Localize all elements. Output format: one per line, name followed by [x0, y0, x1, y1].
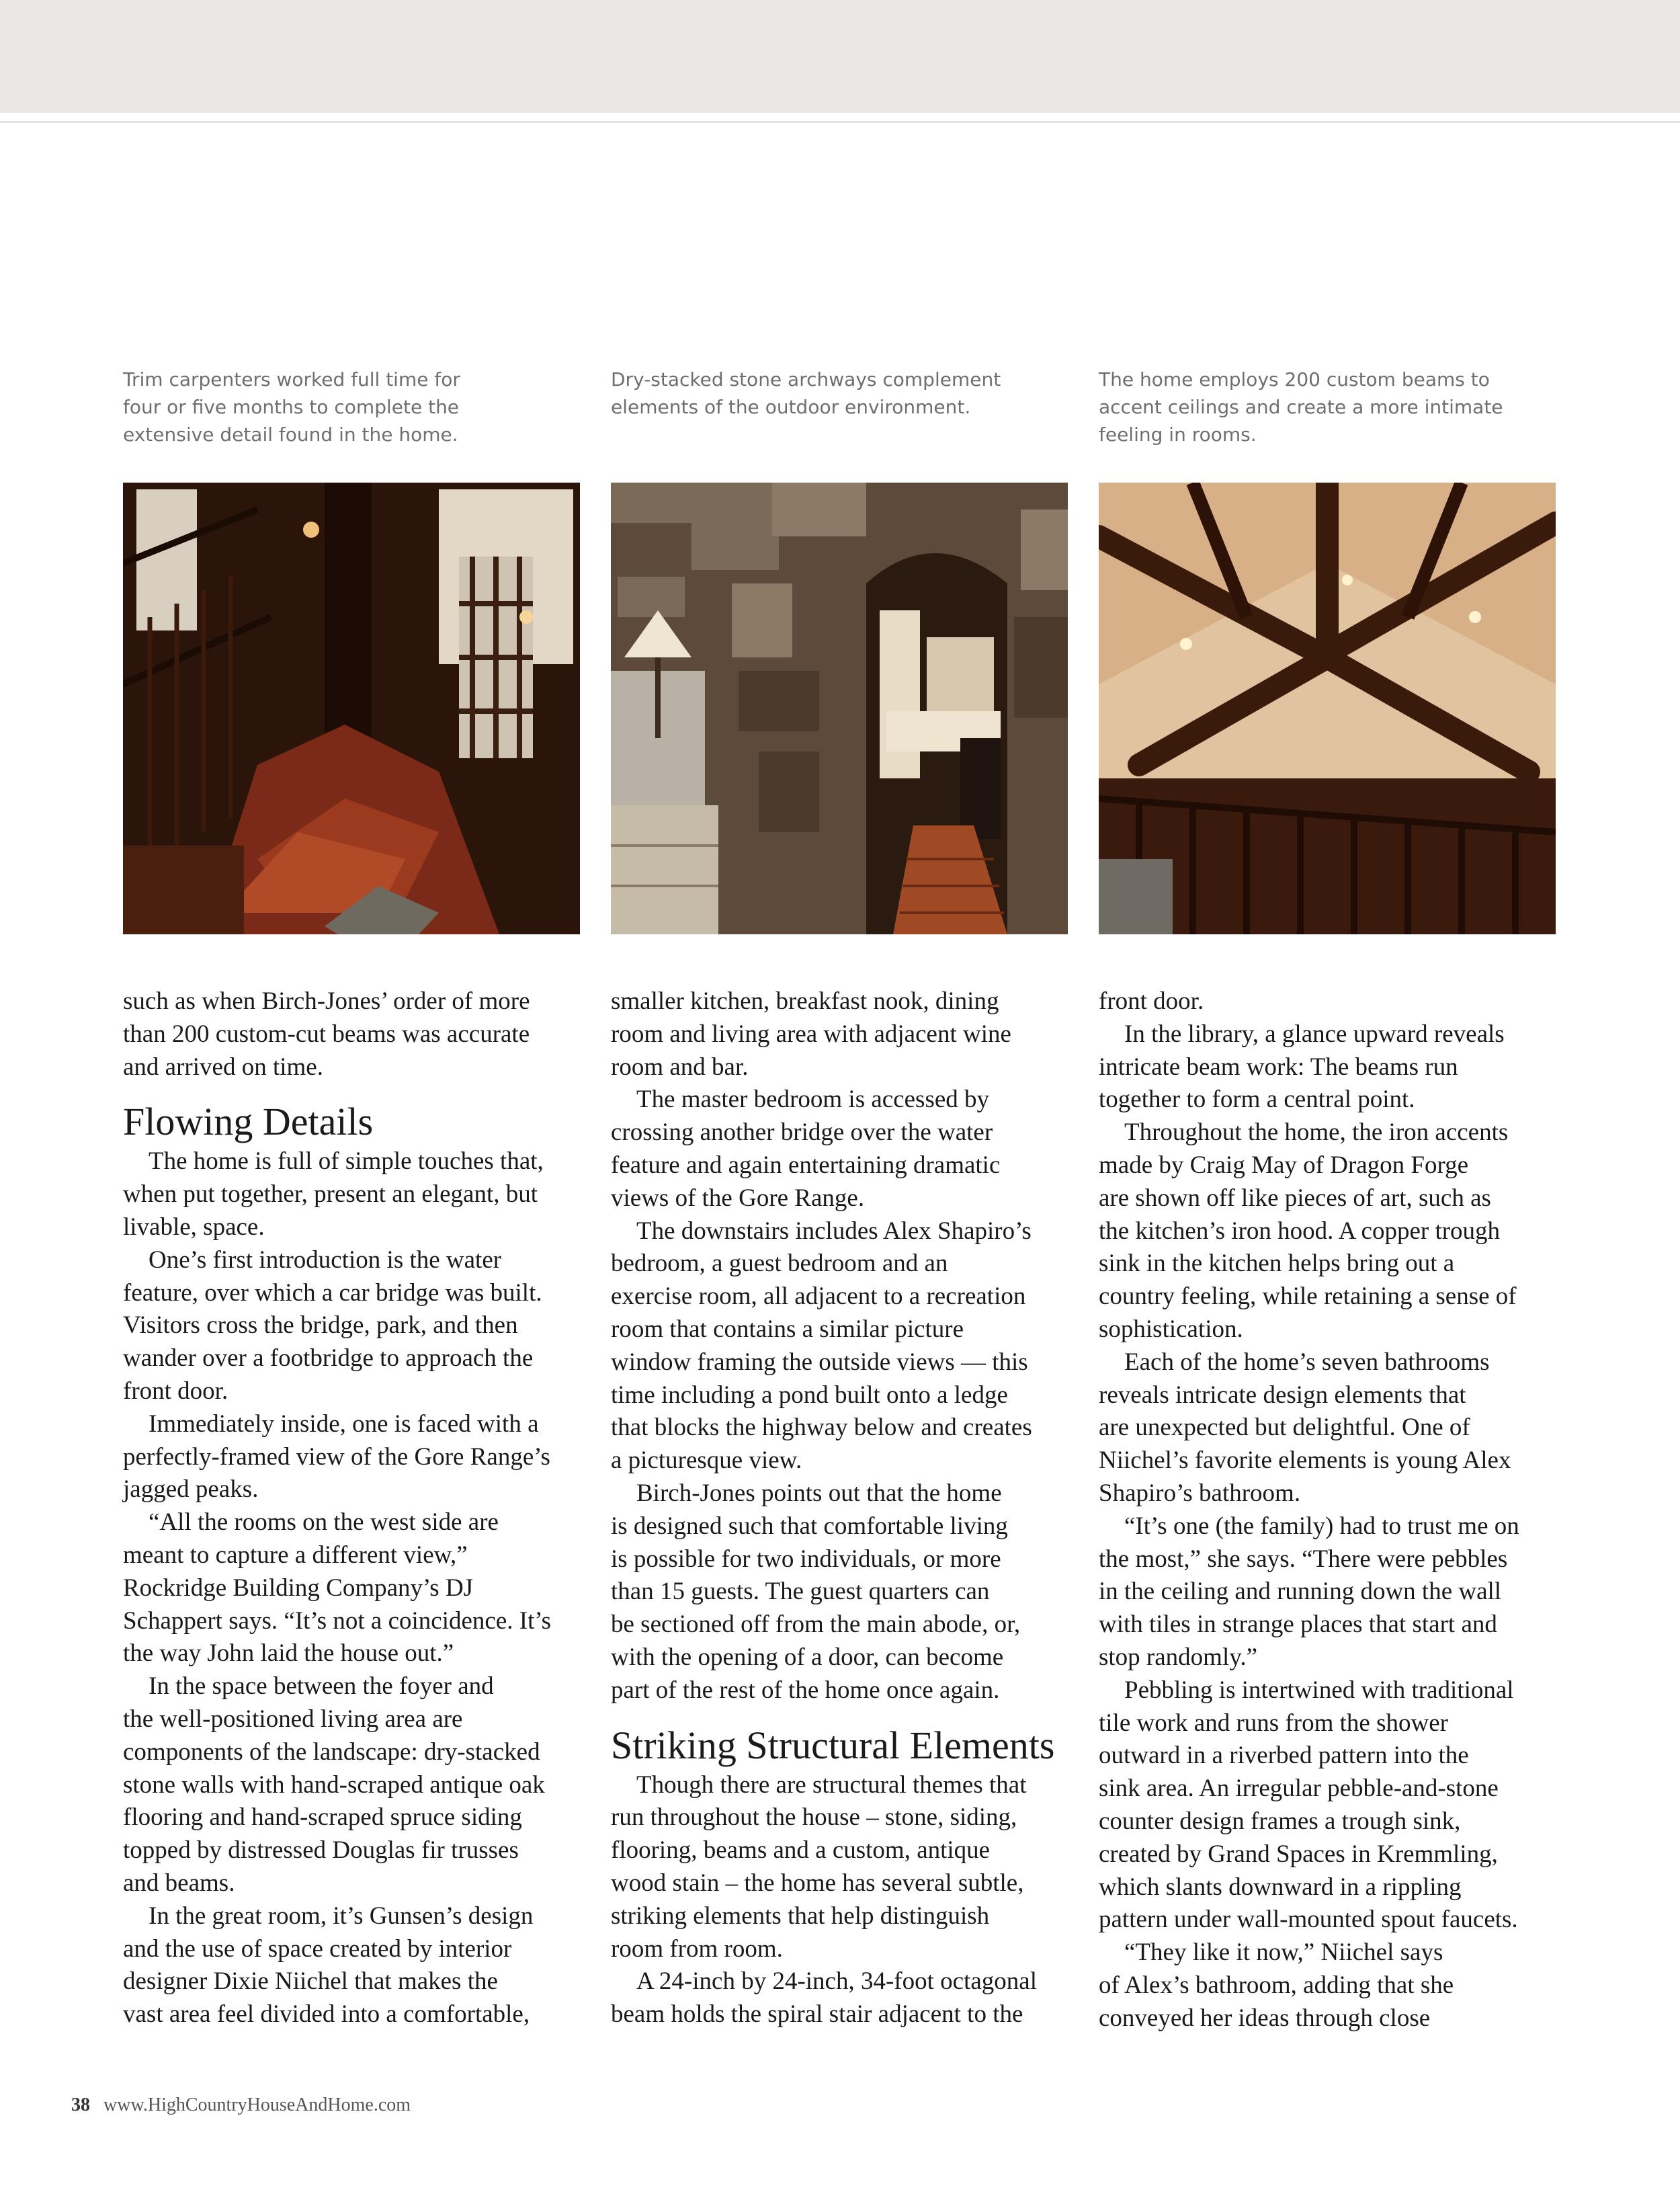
spiral-staircase-image	[123, 483, 580, 934]
body-line: when put together, present an elegant, but	[123, 1180, 538, 1209]
body-line: run throughout the house – stone, siding,	[611, 1803, 1017, 1832]
body-line: the well-positioned living area are	[123, 1705, 463, 1733]
body-line: are shown off like pieces of art, such as	[1099, 1184, 1491, 1212]
body-line: The home is full of simple touches that,	[149, 1147, 544, 1176]
caption-line: Trim carpenters worked full time for	[123, 368, 460, 391]
caption-line: elements of the outdoor environment.	[611, 396, 971, 418]
body-line: room and bar.	[611, 1053, 749, 1081]
body-line: sink in the kitchen helps bring out a	[1099, 1250, 1455, 1278]
body-line: Rockridge Building Company’s DJ	[123, 1574, 474, 1602]
body-line: outward in a riverbed pattern into the	[1099, 1742, 1469, 1770]
body-line: “All the rooms on the west side are	[149, 1508, 499, 1537]
body-line: feature, over which a car bridge was built.	[123, 1278, 542, 1307]
body-line: Each of the home’s seven bathrooms	[1124, 1348, 1490, 1376]
body-line: In the library, a glance upward reveals	[1124, 1020, 1505, 1048]
body-line: Pebbling is intertwined with traditional	[1124, 1676, 1514, 1704]
body-line: The master bedroom is accessed by	[636, 1086, 990, 1114]
body-line: topped by distressed Douglas fir trusses	[123, 1836, 519, 1865]
caption-line: Dry-stacked stone archways complement	[611, 368, 1001, 391]
body-line: Birch-Jones points out that the home	[636, 1479, 1002, 1507]
body-line: is designed such that comfortable living	[611, 1512, 1008, 1540]
body-line: the most,” she says. “There were pebbles	[1099, 1545, 1508, 1573]
body-line: part of the rest of the home once again.	[611, 1676, 1000, 1704]
section-heading: Flowing Details	[123, 1100, 374, 1144]
body-line: the kitchen’s iron hood. A copper trough	[1099, 1217, 1501, 1245]
body-line: beam holds the spiral stair adjacent to the	[611, 2000, 1023, 2029]
body-line: Niichel’s favorite elements is young Alex	[1099, 1447, 1511, 1475]
body-line: time including a pond built onto a ledge	[611, 1381, 1008, 1409]
body-line: are unexpected but delightful. One of	[1099, 1414, 1470, 1442]
body-line: than 200 custom-cut beams was accurate	[123, 1020, 530, 1048]
body-line: feature and again entertaining dramatic	[611, 1151, 1001, 1179]
body-line: a picturesque view.	[611, 1447, 802, 1475]
body-line: jagged peaks.	[123, 1475, 259, 1504]
body-line: “It’s one (the family) had to trust me on	[1124, 1512, 1519, 1540]
text-column-3	[1099, 985, 1562, 2035]
body-line: country feeling, while retaining a sense of	[1099, 1282, 1517, 1311]
photo-spiral-staircase	[123, 483, 580, 934]
body-line: In the great room, it’s Gunsen’s design	[149, 1902, 534, 1930]
body-line: conveyed her ideas through close	[1099, 2004, 1431, 2032]
body-line: exercise room, all adjacent to a recreation	[611, 1282, 1026, 1311]
photo-stone-archway	[611, 483, 1068, 934]
body-line: flooring and hand-scraped spruce siding	[123, 1803, 522, 1832]
caption-line: feeling in rooms.	[1099, 423, 1257, 446]
body-line: sink area. An irregular pebble-and-stone	[1099, 1775, 1499, 1803]
body-line: such as when Birch-Jones’ order of more	[123, 987, 530, 1015]
body-line: striking elements that help distinguish	[611, 1902, 990, 1930]
body-line: Shapiro’s bathroom.	[1099, 1479, 1301, 1507]
body-line: front door.	[1099, 987, 1204, 1015]
body-line: the way John laid the house out.”	[123, 1639, 454, 1668]
body-line: with tiles in strange places that start and	[1099, 1611, 1497, 1639]
text-column-2	[611, 985, 1075, 2031]
body-line: counter design frames a trough sink,	[1099, 1807, 1461, 1835]
caption-left	[123, 366, 472, 448]
body-line: and arrived on time.	[123, 1053, 323, 1081]
body-line: sophistication.	[1099, 1315, 1243, 1343]
body-line: designer Dixie Niichel that makes the	[123, 1967, 498, 1996]
body-line: wood stain – the home has several subtle,	[611, 1869, 1024, 1897]
body-line: wander over a footbridge to approach the	[123, 1344, 534, 1373]
body-line: of Alex’s bathroom, adding that she	[1099, 1971, 1454, 1999]
caption-line: The home employs 200 custom beams to	[1099, 368, 1490, 391]
caption-right	[1099, 366, 1503, 448]
caption-line: extensive detail found in the home.	[123, 423, 458, 446]
body-line: that blocks the highway below and creates	[611, 1414, 1032, 1442]
header-rule	[0, 121, 1680, 123]
body-line: room from room.	[611, 1934, 783, 1963]
body-line: reveals intricate design elements that	[1099, 1381, 1466, 1409]
body-line: “They like it now,” Niichel says	[1124, 1939, 1443, 1967]
body-line: made by Craig May of Dragon Forge	[1099, 1151, 1469, 1179]
beam-ceiling-image	[1099, 483, 1556, 934]
body-line: created by Grand Spaces in Kremmling,	[1099, 1840, 1498, 1868]
body-line: which slants downward in a rippling	[1099, 1873, 1462, 1901]
body-line: vast area feel divided into a comfortable,	[123, 2000, 530, 2029]
photo-beam-ceiling	[1099, 483, 1556, 934]
body-line: crossing another bridge over the water	[611, 1118, 993, 1147]
body-line: One’s first introduction is the water	[149, 1246, 502, 1274]
body-line: be sectioned off from the main abode, or,	[611, 1611, 1021, 1639]
caption-line: four or five months to complete the	[123, 396, 460, 418]
body-line: and the use of space created by interior	[123, 1934, 512, 1963]
body-line: window framing the outside views — this	[611, 1348, 1028, 1376]
body-line: perfectly-framed view of the Gore Range’s	[123, 1442, 550, 1471]
body-line: smaller kitchen, breakfast nook, dining	[611, 987, 999, 1015]
body-line: livable, space.	[123, 1213, 265, 1241]
header-band	[0, 0, 1680, 113]
body-line: with the opening of a door, can become	[611, 1643, 1004, 1671]
body-line: and beams.	[123, 1869, 235, 1897]
text-column-1	[123, 985, 587, 2031]
body-line: Schappert says. “It’s not a coincidence. It’s	[123, 1606, 552, 1635]
caption-line: accent ceilings and create a more intimate	[1099, 396, 1503, 418]
body-line: stone walls with hand-scraped antique oak	[123, 1770, 545, 1799]
body-line: The downstairs includes Alex Shapiro’s	[636, 1217, 1032, 1245]
body-line: than 15 guests. The guest quarters can	[611, 1578, 990, 1606]
body-line: Throughout the home, the iron accents	[1124, 1118, 1509, 1147]
stone-archway-image	[611, 483, 1068, 934]
body-line: stop randomly.”	[1099, 1643, 1258, 1671]
page-footer	[71, 2094, 411, 2116]
body-line: together to form a central point.	[1099, 1086, 1415, 1114]
body-line: meant to capture a different view,”	[123, 1541, 468, 1569]
page-number: 38	[71, 2094, 90, 2115]
body-line: flooring, beams and a custom, antique	[611, 1836, 991, 1865]
body-line: components of the landscape: dry-stacked	[123, 1738, 540, 1766]
body-line: pattern under wall-mounted spout faucets.	[1099, 1906, 1518, 1934]
body-line: bedroom, a guest bedroom and an	[611, 1250, 948, 1278]
body-line: is possible for two individuals, or more	[611, 1545, 1001, 1573]
footer-url-link[interactable]: www.HighCountryHouseAndHome.com	[103, 2094, 411, 2115]
body-line: views of the Gore Range.	[611, 1184, 865, 1212]
body-line: in the ceiling and running down the wall	[1099, 1578, 1502, 1606]
body-line: intricate beam work: The beams run	[1099, 1053, 1458, 1081]
body-line: Immediately inside, one is faced with a	[149, 1410, 539, 1438]
body-line: In the space between the foyer and	[149, 1672, 494, 1701]
body-line: A 24-inch by 24-inch, 34-foot octagonal	[636, 1967, 1037, 1996]
body-line: Visitors cross the bridge, park, and then	[123, 1311, 518, 1340]
body-line: room that contains a similar picture	[611, 1315, 964, 1343]
body-line: room and living area with adjacent wine	[611, 1020, 1011, 1048]
body-line: front door.	[123, 1377, 228, 1405]
body-line: tile work and runs from the shower	[1099, 1709, 1448, 1737]
caption-middle	[611, 366, 1001, 421]
section-heading: Striking Structural Elements	[611, 1723, 1055, 1767]
body-line: Though there are structural themes that	[636, 1770, 1027, 1799]
